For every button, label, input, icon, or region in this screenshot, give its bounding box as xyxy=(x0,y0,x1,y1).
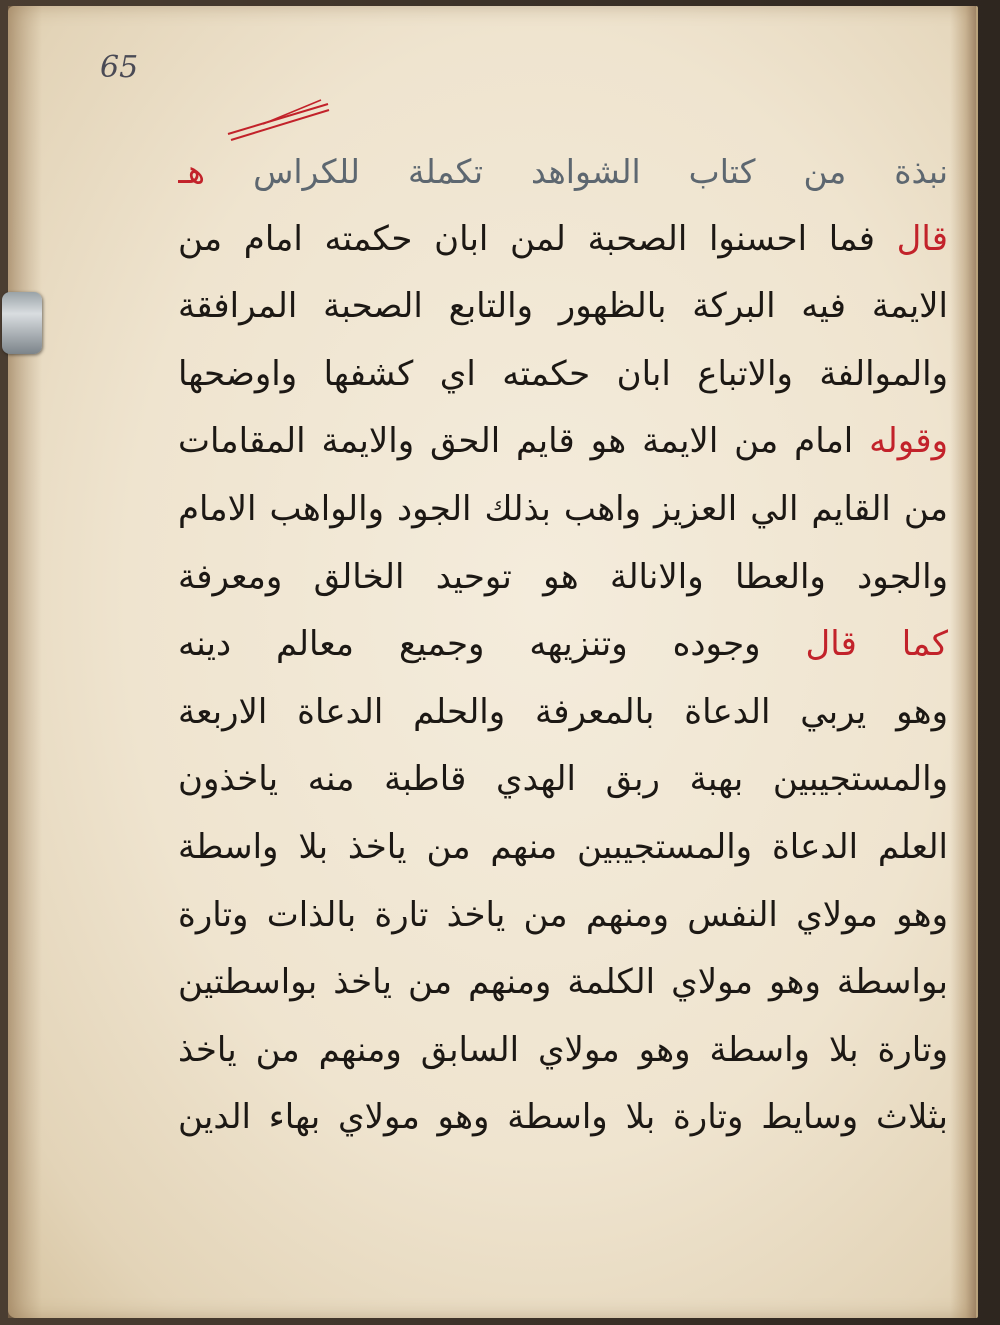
line-text: وهو مولاي النفس ومنهم من ياخذ تارة بالذات وتارة xyxy=(178,894,948,935)
text-line xyxy=(178,746,948,814)
text-line xyxy=(178,679,948,747)
title-line xyxy=(178,138,948,206)
text-line xyxy=(178,476,948,544)
page-edge xyxy=(950,6,976,1318)
page-gutter xyxy=(8,6,42,1318)
line-text: العلم الدعاة والمستجيبين منهم من ياخذ بلا واسطة xyxy=(178,826,948,867)
folio-number: 65 xyxy=(100,50,139,85)
title-text: نبذة من كتاب الشواهد تكملة للكراس xyxy=(253,152,948,191)
binding-clip xyxy=(2,292,42,354)
line-text: والجود والعطا والانالة هو توحيد الخالق ومعرفة xyxy=(178,556,948,597)
line-text: فما احسنوا الصحبة لمن ابان حكمته امام من xyxy=(178,218,875,259)
manuscript-page xyxy=(8,6,976,1318)
line-text: وتارة بلا واسطة وهو مولاي السابق ومنهم من ياخذ xyxy=(178,1029,948,1070)
rubric-word: كما قال xyxy=(805,624,948,665)
line-text: امام من الايمة هو قايم الحق والايمة المقامات xyxy=(178,421,854,462)
text-line xyxy=(178,882,948,950)
text-line xyxy=(178,341,948,409)
text-line xyxy=(178,408,948,476)
text-line xyxy=(178,206,948,274)
text-line xyxy=(178,814,948,882)
line-text: من القايم الي العزيز واهب بذلك الجود والواهب الامام xyxy=(178,488,948,529)
title-ornament xyxy=(223,94,333,144)
line-text: والمستجيبين بهبة ربق الهدي قاطبة منه ياخذون xyxy=(178,759,948,800)
text-line xyxy=(178,611,948,679)
line-text: والموالفة والاتباع ابان حكمته اي كشفها واوضحها xyxy=(178,353,948,394)
text-line xyxy=(178,273,948,341)
text-block xyxy=(178,138,948,1152)
line-text: وهو يربي الدعاة بالمعرفة والحلم الدعاة الاربعة xyxy=(178,691,948,732)
line-text: وجوده وتنزيهه وجميع معالم دينه xyxy=(178,624,761,665)
text-line xyxy=(178,544,948,612)
text-line xyxy=(178,949,948,1017)
text-line xyxy=(178,1084,948,1152)
text-lines xyxy=(178,206,948,1152)
line-text: بواسطة وهو مولاي الكلمة ومنهم من ياخذ بواسطتين xyxy=(178,962,948,1003)
line-text: الايمة فيه البركة بالظهور والتابع الصحبة المرافقة xyxy=(178,286,948,327)
title-mark: هـ xyxy=(178,152,206,191)
rubric-word: وقوله xyxy=(869,421,948,462)
rubric-word: قال xyxy=(896,218,948,259)
text-line xyxy=(178,1017,948,1085)
line-text: بثلاث وسايط وتارة بلا واسطة وهو مولاي بهاء الدين xyxy=(178,1097,948,1138)
